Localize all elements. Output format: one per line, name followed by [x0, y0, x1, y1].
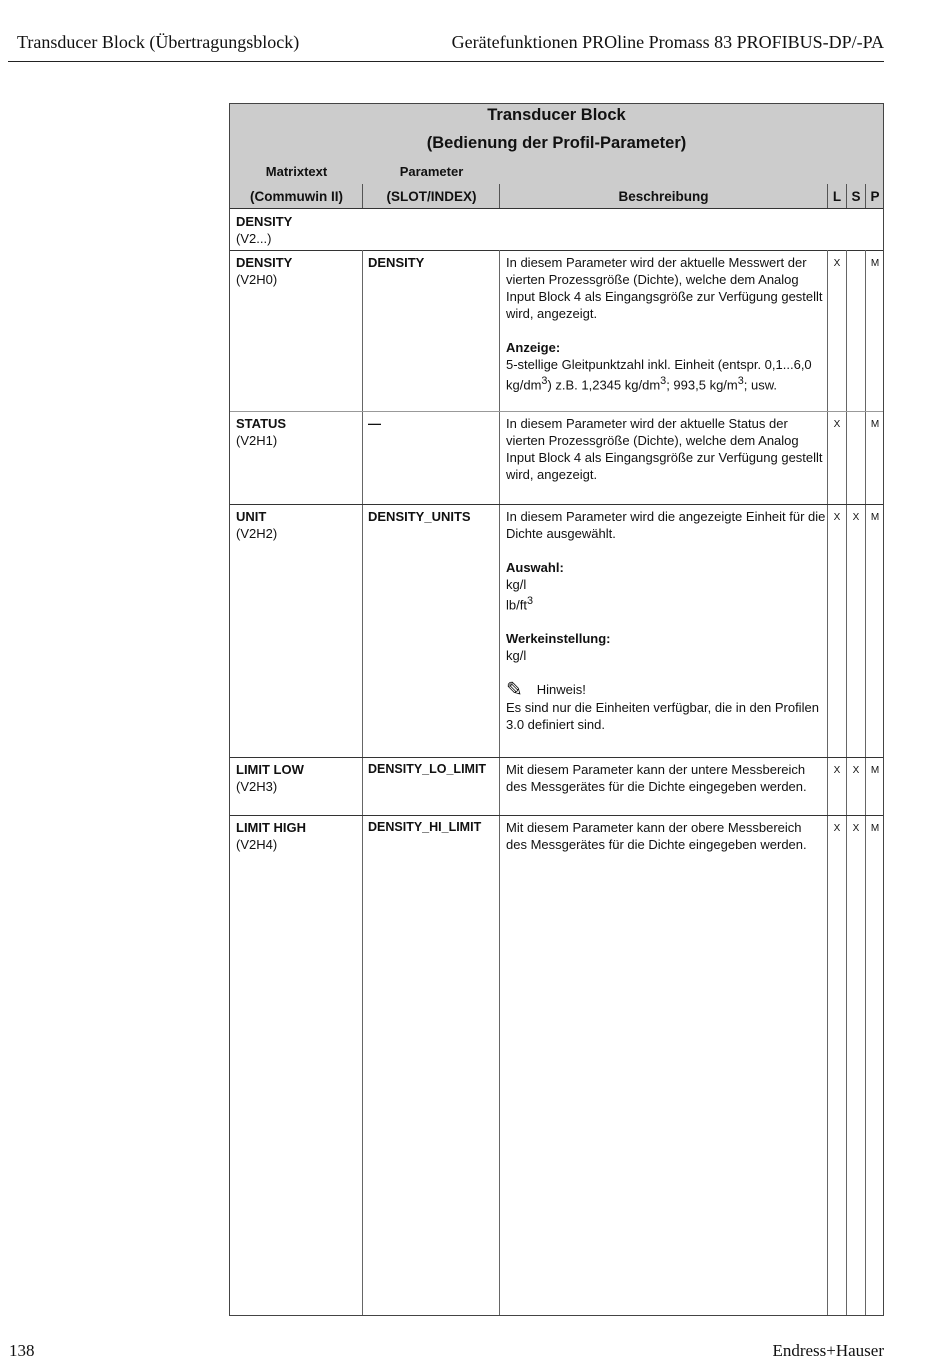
column-divider — [499, 250, 500, 1315]
row-p-flag: M — [870, 512, 880, 523]
row-l-flag: X — [833, 419, 841, 430]
row-p-flag: M — [870, 765, 880, 776]
option-lb-ft3: $lb/ft^3$ — [506, 595, 533, 613]
table-subtitle: (Bedienung der Profil-Parameter) — [426, 134, 687, 152]
col-header-commuwin: (Commuwin II) — [250, 189, 343, 204]
group-density — [236, 213, 292, 247]
header-document-title: Gerätefunktionen PROline Promass 83 PROFIBUS-DP/-PA — [451, 32, 884, 52]
row-divider — [230, 504, 883, 505]
row-description: Mit diesem Parameter kann der obere Messbereich des Messgerätes für die Dichte eingegeben werden. — [506, 820, 807, 852]
row-divider — [230, 411, 883, 412]
column-divider — [827, 250, 828, 1315]
note-title: Hinweis! — [536, 682, 586, 698]
row-parameter: DENSITY — [368, 255, 425, 270]
col-header-slot-index: (SLOT/INDEX) — [362, 184, 500, 208]
transducer-block-table — [229, 103, 884, 1316]
row-l-flag: X — [833, 765, 841, 776]
row-s-flag: X — [852, 512, 860, 523]
row-divider — [230, 757, 883, 758]
row-description: In diesem Parameter wird die angezeigte Einheit für die Dichte ausgewählt. Auswahl: kg/l $lb/ft^3$ Werkeinstellung: kg/l ✎ Hinweis! Es sind nur die Einheiten verfügbar, die in den Profilen 3.0 definiert sind. — [506, 509, 826, 733]
row-p-flag: M — [870, 823, 880, 834]
row-l-flag: X — [833, 258, 841, 269]
table-title: Transducer Block — [487, 106, 626, 124]
row-code: (V2H0) — [236, 272, 278, 287]
row-code: (V2H2) — [236, 526, 278, 541]
row-parameter: DENSITY_LO_LIMIT — [368, 762, 487, 776]
column-divider — [362, 250, 363, 1315]
row-parameter: DENSITY_UNITS — [368, 509, 471, 524]
brand-logo-text: Endress+Hauser — [772, 1341, 884, 1360]
page-header — [8, 28, 884, 62]
column-divider — [846, 250, 847, 1315]
row-s-flag: X — [852, 823, 860, 834]
column-divider — [865, 250, 866, 1315]
label-auswahl: Auswahl: — [506, 560, 564, 575]
col-header-p: P — [865, 184, 884, 208]
row-s-flag: X — [852, 765, 860, 776]
row-l-flag: X — [833, 512, 841, 523]
row-l-flag: X — [833, 823, 841, 834]
default-value: kg/l — [506, 648, 527, 664]
label-anzeige: Anzeige: — [506, 340, 561, 355]
row-parameter: — — [368, 416, 381, 431]
header-section-title: Transducer Block (Übertragungsblock) — [17, 32, 300, 52]
row-code: (V2H4) — [236, 837, 278, 852]
row-divider — [230, 815, 883, 816]
row-description: In diesem Parameter wird der aktuelle Status der vierten Prozessgröße (Dichte), welche dem Analog Input Block 4 als Eingangsgröße zur Verfügung gestellt wird, angezeigt. — [506, 416, 823, 482]
row-p-flag: M — [870, 419, 880, 430]
label-werkeinstellung: Werkeinstellung: — [506, 631, 611, 647]
row-p-flag: M — [870, 258, 880, 269]
col-header-l: L — [827, 184, 846, 208]
row-code: (V2H1) — [236, 433, 278, 448]
group-code: (V2...) — [236, 231, 272, 246]
note-text: Es sind nur die Einheiten verfügbar, die in den Profilen 3.0 definiert sind. — [506, 700, 819, 733]
row-name: UNIT — [236, 509, 267, 524]
pencil-note-icon: ✎ — [506, 679, 523, 702]
row-divider — [230, 250, 883, 251]
row-description: Mit diesem Parameter kann der untere Messbereich des Messgerätes für die Dichte eingegeben werden. — [506, 762, 807, 794]
col-header-s: S — [846, 184, 865, 208]
row-name: LIMIT LOW — [236, 762, 304, 777]
row-name: LIMIT HIGH — [236, 820, 307, 835]
group-name: DENSITY — [236, 214, 293, 229]
row-name: STATUS — [236, 416, 287, 431]
option-kg-l: kg/l — [506, 577, 527, 592]
row-code: (V2H3) — [236, 779, 278, 794]
col-header-matrixtext: Matrixtext — [265, 164, 328, 179]
row-parameter: DENSITY_HI_LIMIT — [368, 820, 482, 834]
col-header-parameter: Parameter — [399, 164, 464, 179]
row-description: In diesem Parameter wird der aktuelle Messwert der vierten Prozessgröße (Dichte), welche dem Analog Input Block 4 als Eingangsgröße zur Verfügung gestellt wird, angezeigt. Anzeige: 5-stellige Gleitpunktzahl inkl. Einheit (entspr. 0,1...6,0 $kg/dm^3$) z.B. 1,2345 $kg/dm^3$; 993,5 $kg/m^3$; usw. — [506, 255, 823, 393]
page-number: 138 — [9, 1341, 35, 1360]
row-name: DENSITY — [236, 255, 293, 270]
table-header — [230, 104, 883, 209]
col-header-beschreibung: Beschreibung — [499, 184, 827, 208]
